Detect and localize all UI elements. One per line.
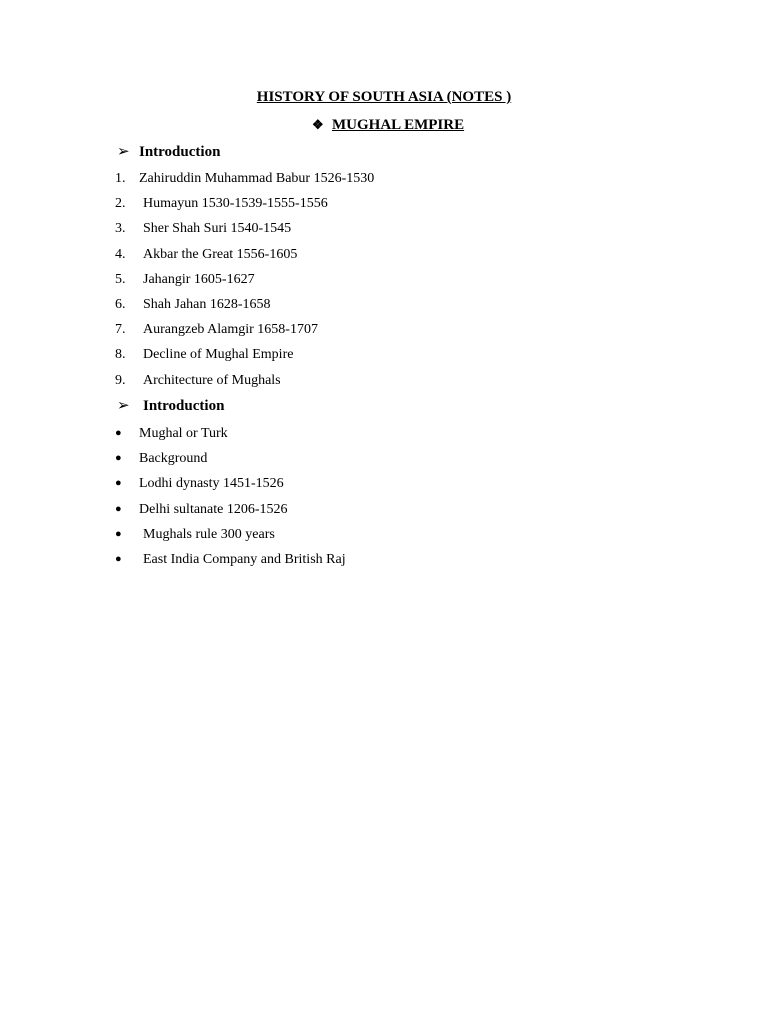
list-number: 3. [115,221,126,237]
list-item [115,372,374,397]
round-bullet-icon: ● [115,477,122,490]
list-item-text: Lodhi dynasty 1451-1526 [139,476,284,492]
list-number: 5. [115,271,126,287]
round-bullet-icon: ● [115,502,122,515]
list-item-text: Sher Shah Suri 1540-1545 [143,221,292,237]
list-item [115,550,346,575]
heading-text: Introduction [143,398,225,414]
list-item-text: Decline of Mughal Empire [143,347,294,363]
list-item-text: Humayun 1530-1539-1555-1556 [143,196,328,212]
list-item [115,296,374,321]
list-item [115,246,374,271]
list-item [115,474,346,499]
list-item-text: East India Company and British Raj [143,551,346,567]
list-item-text: Background [139,451,208,467]
list-item-text: Mughal or Turk [139,426,228,441]
round-bullet-icon: ● [115,452,122,465]
list-item-text: Akbar the Great 1556-1605 [143,246,298,262]
list-item-text: Shah Jahan 1628-1658 [143,296,271,312]
subtitle-text: MUGHAL EMPIRE [332,117,465,133]
heading-text: Introduction [139,144,221,160]
arrow-bullet-icon: ➢ [117,144,130,160]
list-item-text: Zahiruddin Muhammad Babur 1526-1530 [139,171,375,186]
list-number: 8. [115,347,126,363]
list-item [115,424,346,449]
list-number: 1. [115,171,126,186]
list-number: 2. [115,196,126,212]
list-number: 6. [115,296,126,312]
diamond-bullet-icon: ❖ [312,117,324,132]
list-number: 4. [115,246,126,262]
list-number: 7. [115,322,126,338]
list-item-text: Architecture of Mughals [143,372,281,388]
list-number: 9. [115,372,126,388]
introduction-heading [117,397,224,415]
round-bullet-icon: ● [115,427,122,439]
document-title: HISTORY OF SOUTH ASIA (NOTES ) [256,89,512,105]
rulers-numbered-list [115,170,374,397]
round-bullet-icon: ● [115,552,122,565]
topics-bullet-list [115,424,346,575]
list-item [115,220,374,245]
introduction-heading [117,143,220,161]
list-item [115,170,374,195]
list-item [115,449,346,474]
section-subtitle [312,116,464,134]
list-item-text: Mughals rule 300 years [143,526,275,542]
list-item [115,195,374,220]
list-item [115,346,374,371]
list-item [115,525,346,550]
list-item [115,321,374,346]
list-item-text: Delhi sultanate 1206-1526 [139,501,288,517]
list-item-text: Jahangir 1605-1627 [143,271,255,287]
round-bullet-icon: ● [115,527,122,540]
list-item [115,271,374,296]
list-item-text: Aurangzeb Alamgir 1658-1707 [143,322,318,338]
arrow-bullet-icon: ➢ [117,398,130,414]
list-item [115,500,346,525]
